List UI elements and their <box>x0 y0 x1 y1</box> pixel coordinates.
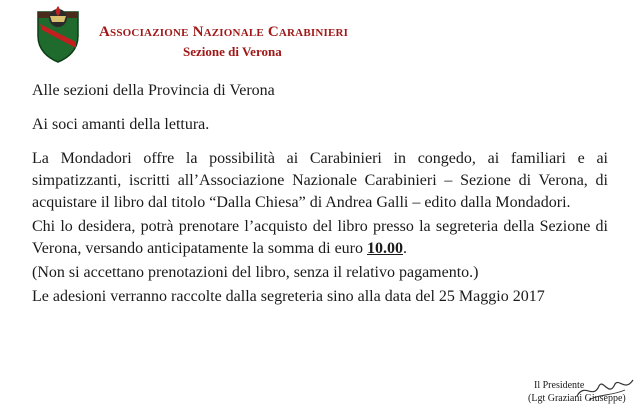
handwritten-signature-icon <box>575 374 635 404</box>
deadline-line: Le adesioni verranno raccolte dalla segreteria sino alla data del 25 Maggio 2017 <box>32 288 545 305</box>
paragraph-booking-text: Chi lo desidera, potrà prenotare l’acquisto del libro presso la segreteria della Sezione di Verona, versando anticipatamente la somma di euro <box>32 218 608 257</box>
organization-name: Associazione Nazionale Carabinieri <box>99 24 349 40</box>
amount-value: 10.00 <box>367 240 403 257</box>
paragraph-booking <box>32 216 608 260</box>
recipient-line: Alle sezioni della Provincia di Verona <box>32 82 275 99</box>
letterhead <box>30 4 450 64</box>
signature-name: (Lgt Graziani Giuseppe) <box>528 393 626 404</box>
paragraph-offer: La Mondadori offre la possibilità ai Carabinieri in congedo, ai familiari e ai simpatizzanti, iscritti all’Associazione Nazionale Carabinieri – Sezione di Verona, di acquistare il libro dal titolo “Dalla Chiesa” di Andrea Galli – edito dalla Mondadori. <box>32 150 608 211</box>
signature-title: Il Presidente <box>534 380 585 391</box>
carabinieri-shield-emblem-icon <box>30 4 86 64</box>
organization-section: Sezione di Verona <box>183 44 282 59</box>
greeting-line: Ai soci amanti della lettura. <box>32 116 210 133</box>
letter-body <box>32 80 608 308</box>
signature-block <box>520 380 638 406</box>
payment-note: (Non si accettano prenotazioni del libro, senza il relativo pagamento.) <box>32 264 479 281</box>
paragraph-booking-end: . <box>403 240 407 257</box>
